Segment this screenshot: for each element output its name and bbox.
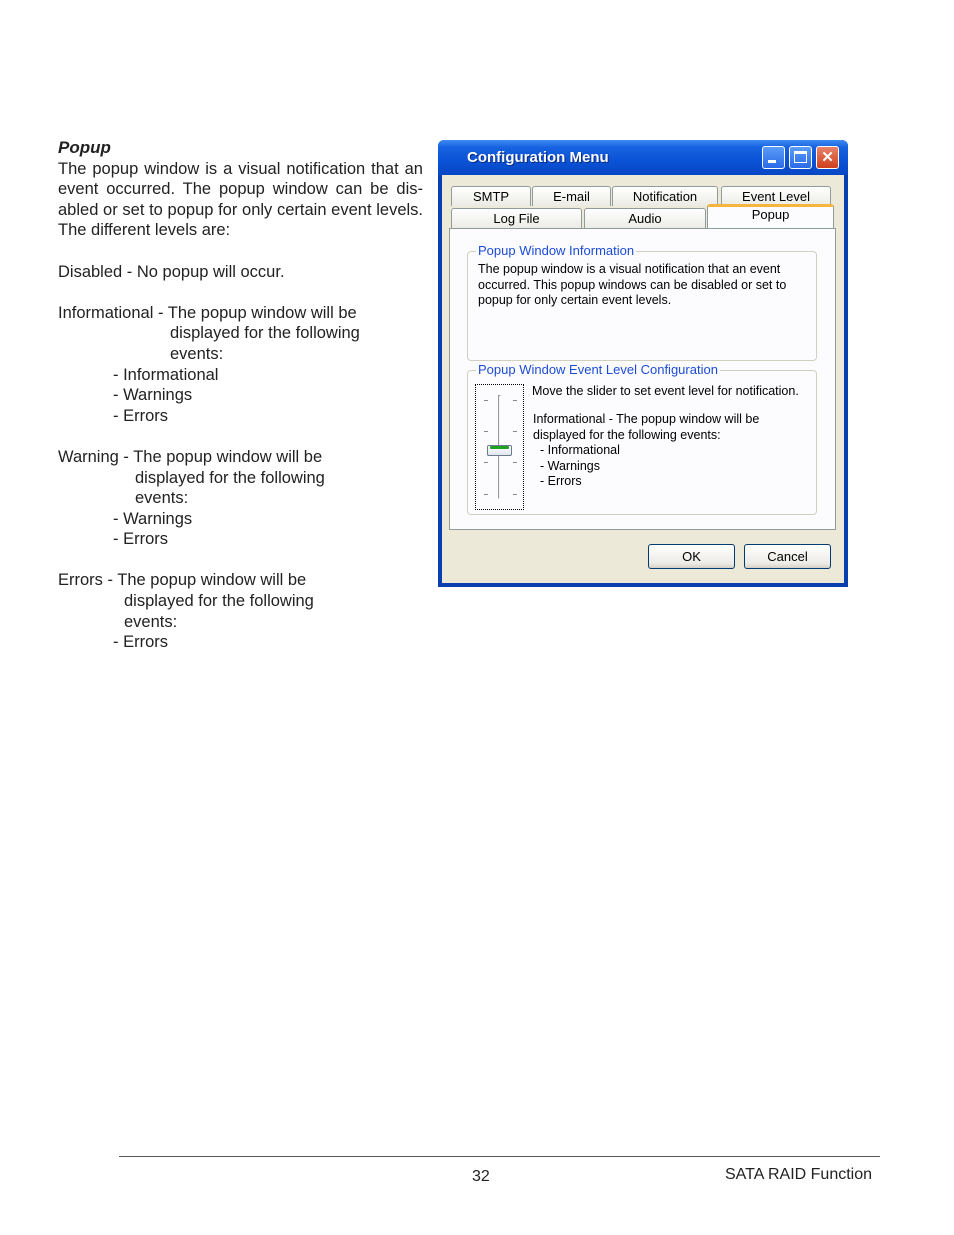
tab-event-level[interactable]: Event Level: [721, 186, 831, 206]
informational-level: Informational - The popup window will be displayed for the following events: - Informational - Warnings - Errors: [58, 303, 423, 427]
close-button[interactable]: [816, 146, 839, 169]
group-label: Popup Window Information: [478, 243, 635, 258]
popup-tab-panel: [449, 228, 836, 530]
list-item: - Informational: [540, 443, 620, 457]
intro-paragraph: The popup window is a visual notification that an event occurred. The popup window can be dis-abled or set to popup for only certain event levels. The different levels are:: [58, 159, 423, 240]
section-heading: Popup: [58, 138, 111, 157]
event-level-slider[interactable]: [475, 384, 524, 510]
configuration-window: [438, 140, 848, 587]
footer-rule: [119, 1156, 880, 1157]
window-title: Configuration Menu: [467, 149, 609, 166]
footer-section-title: SATA RAID Function: [725, 1166, 873, 1183]
page-number: 32: [472, 1168, 490, 1185]
maximize-icon: [794, 151, 807, 163]
maximize-button[interactable]: [789, 146, 812, 169]
tab-audio[interactable]: Audio: [584, 208, 706, 228]
dialog-client: [442, 175, 844, 583]
group-label: Popup Window Event Level Configuration: [478, 362, 718, 377]
list-item: - Warnings: [113, 509, 193, 528]
list-item: - Informational: [113, 365, 219, 384]
ok-button[interactable]: OK: [648, 544, 735, 569]
errors-level: Errors - The popup window will be displayed for the following events: - Errors: [58, 570, 423, 652]
popup-info-text: The popup window is a visual notification that an event occurred. This popup windows can be disabled or set to popup for only certain event levels.: [478, 262, 787, 307]
list-item: - Errors: [540, 474, 582, 488]
tab-email[interactable]: E-mail: [532, 186, 611, 206]
warning-level: Warning - The popup window will be displayed for the following events: - Warnings - Errors: [58, 447, 423, 550]
tab-notification[interactable]: Notification: [612, 186, 718, 206]
list-item: - Errors: [113, 530, 168, 549]
level-description: Informational - The popup window will be displayed for the following events: - Informational - Warnings - Errors: [533, 412, 760, 488]
list-item: - Errors: [113, 633, 168, 652]
popup-info-group: [467, 243, 817, 361]
slider-instruction: Move the slider to set event level for notification.: [532, 384, 799, 398]
close-icon: ✕: [821, 149, 834, 166]
slider-thumb[interactable]: [487, 445, 512, 456]
title-bar[interactable]: [438, 140, 848, 175]
disabled-level: Disabled - No popup will occur.: [58, 262, 285, 281]
tab-smtp[interactable]: SMTP: [451, 186, 531, 206]
list-item: - Errors: [113, 406, 168, 425]
document-text: [58, 138, 423, 653]
event-level-group: [467, 362, 817, 515]
cancel-button[interactable]: Cancel: [744, 544, 831, 569]
list-item: - Warnings: [113, 386, 193, 405]
list-item: - Warnings: [540, 458, 600, 473]
tab-log-file[interactable]: Log File: [451, 208, 582, 228]
tab-popup[interactable]: Popup: [707, 204, 834, 228]
minimize-icon: [768, 160, 776, 163]
minimize-button[interactable]: [762, 146, 785, 169]
